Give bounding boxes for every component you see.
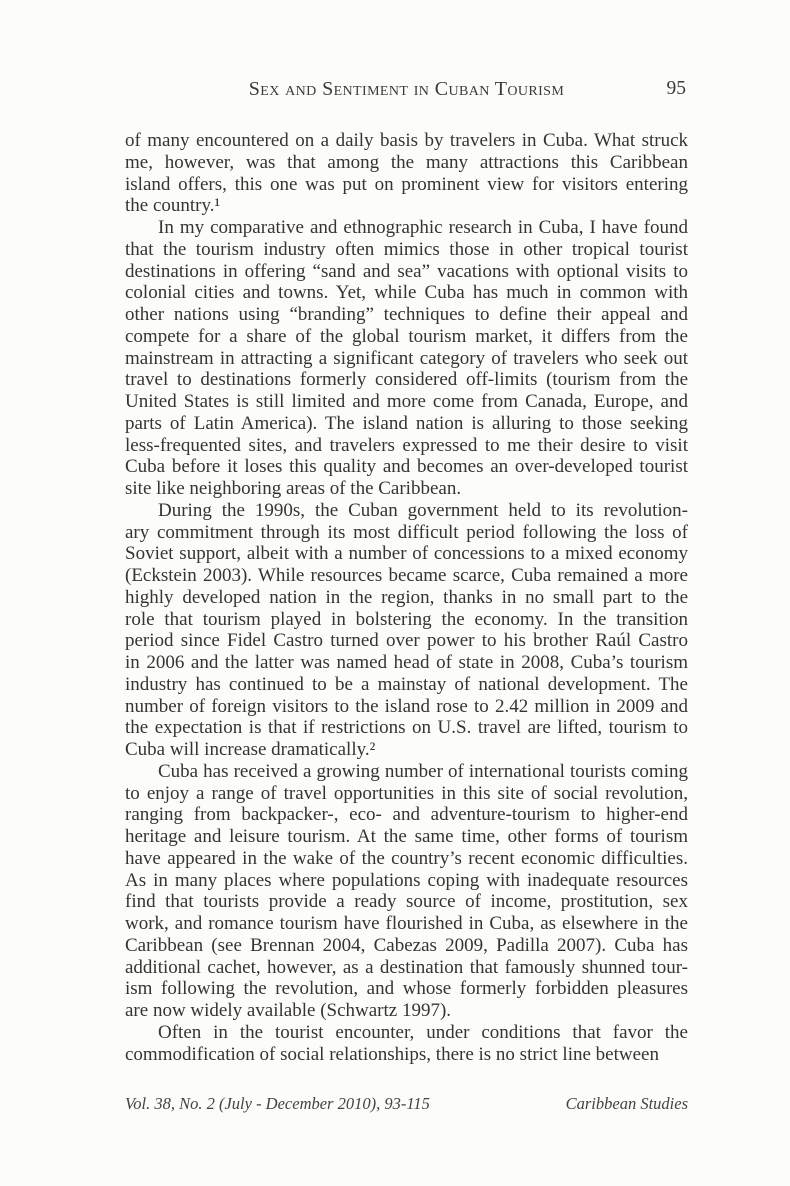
running-header [125,78,688,101]
text-line: (Eckstein 2003). While resources became scarce, Cuba remained a more [125,565,688,586]
text-line: other nations using “branding” techniques to define their appeal and [125,304,688,325]
text-line: additional cachet, however, as a destination that famously shunned tour- [125,956,688,978]
text-line: colonial cities and towns. Yet, while Cuba has much in common with [125,282,688,304]
paragraph [125,217,688,500]
text-line: ism following the revolution, and whose formerly forbidden pleasures [125,978,688,1000]
text-line: commodification of social relationships, there is no strict line between [125,1043,659,1065]
paragraph [125,130,688,217]
footer-journal-name: Caribbean Studies [565,1094,688,1113]
text-line: are now widely available (Schwartz 1997). [125,1000,452,1021]
text-line: that the tourism industry often mimics those in other tropical tourist [125,238,688,260]
text-line: role that tourism played in bolstering the economy. In the transition [125,608,688,630]
text-line: mainstream in attracting a significant category of travelers who seek out [125,347,688,369]
text-line: compete for a share of the global tourism market, it differs from the [125,325,688,347]
text-line: in 2006 and the latter was named head of state in 2008, Cuba’s tourism [125,652,688,673]
text-line: parts of Latin America). The island nation is alluring to those seeking [125,412,688,434]
text-line: the country.¹ [125,195,221,217]
text-line: United States is still limited and more come from Canada, Europe, and [125,391,688,412]
text-line: me, however, was that among the many attractions this Caribbean [125,151,688,173]
text-line: less-frequented sites, and travelers expressed to me their desire to visit [125,434,688,456]
text-line: Often in the tourist encounter, under conditions that favor the [158,1021,688,1043]
text-line: Caribbean (see Brennan 2004, Cabezas 2009, Padilla 2007). Cuba has [125,934,688,956]
text-line: ary commitment through its most difficult period following the loss of [125,521,688,543]
text-line: site like neighboring areas of the Caribbean. [125,478,462,499]
text-line: Cuba before it loses this quality and becomes an over-developed tourist [125,456,688,478]
paragraph [125,500,688,761]
text-line: find that tourists provide a ready source of income, prostitution, sex [125,891,688,913]
text-line: As in many places where populations coping with inadequate resources [125,869,688,891]
page-footer [125,1094,688,1114]
text-line: ranging from backpacker-, eco- and adventure-tourism to higher-end [125,804,688,826]
paragraph [125,761,688,1022]
text-line: destinations in offering “sand and sea” vacations with optional visits to [125,260,688,282]
text-line: the expectation is that if restrictions on U.S. travel are lifted, tourism to [125,717,688,739]
text-line: island offers, this one was put on prominent view for visitors entering [125,173,688,195]
text-line: to enjoy a range of travel opportunities in this site of social revolution, [125,782,688,804]
text-line: Cuba will increase dramatically.² [125,739,376,760]
text-line: Cuba has received a growing number of international tourists coming [158,760,688,782]
text-line: In my comparative and ethnographic research in Cuba, I have found [158,217,688,238]
text-line: heritage and leisure tourism. At the same time, other forms of tourism [125,826,688,847]
text-line: highly developed nation in the region, thanks in no small part to the [125,586,688,608]
page-number: 95 [666,78,686,99]
text-line: period since Fidel Castro turned over power to his brother Raúl Castro [125,630,688,652]
running-header-title: Sex and Sentiment in Cuban Tourism [248,78,565,100]
text-line: Soviet support, albeit with a number of concessions to a mixed economy [125,543,688,565]
text-line: number of foreign visitors to the island rose to 2.42 million in 2009 and [125,695,688,717]
text-line: industry has continued to be a mainstay of national development. The [125,673,688,695]
text-line: travel to destinations formerly considered off-limits (tourism from the [125,369,688,391]
text-line: have appeared in the wake of the country’s recent economic difficulties. [125,847,688,869]
text-line: During the 1990s, the Cuban government held to its revolution- [158,499,688,521]
footer-citation: Vol. 38, No. 2 (July - December 2010), 93-115 [125,1094,430,1113]
body-text [125,130,688,1065]
text-line: of many encountered on a daily basis by travelers in Cuba. What struck [125,130,688,151]
paragraph [125,1022,688,1066]
text-line: work, and romance tourism have flourished in Cuba, as elsewhere in the [125,913,688,934]
